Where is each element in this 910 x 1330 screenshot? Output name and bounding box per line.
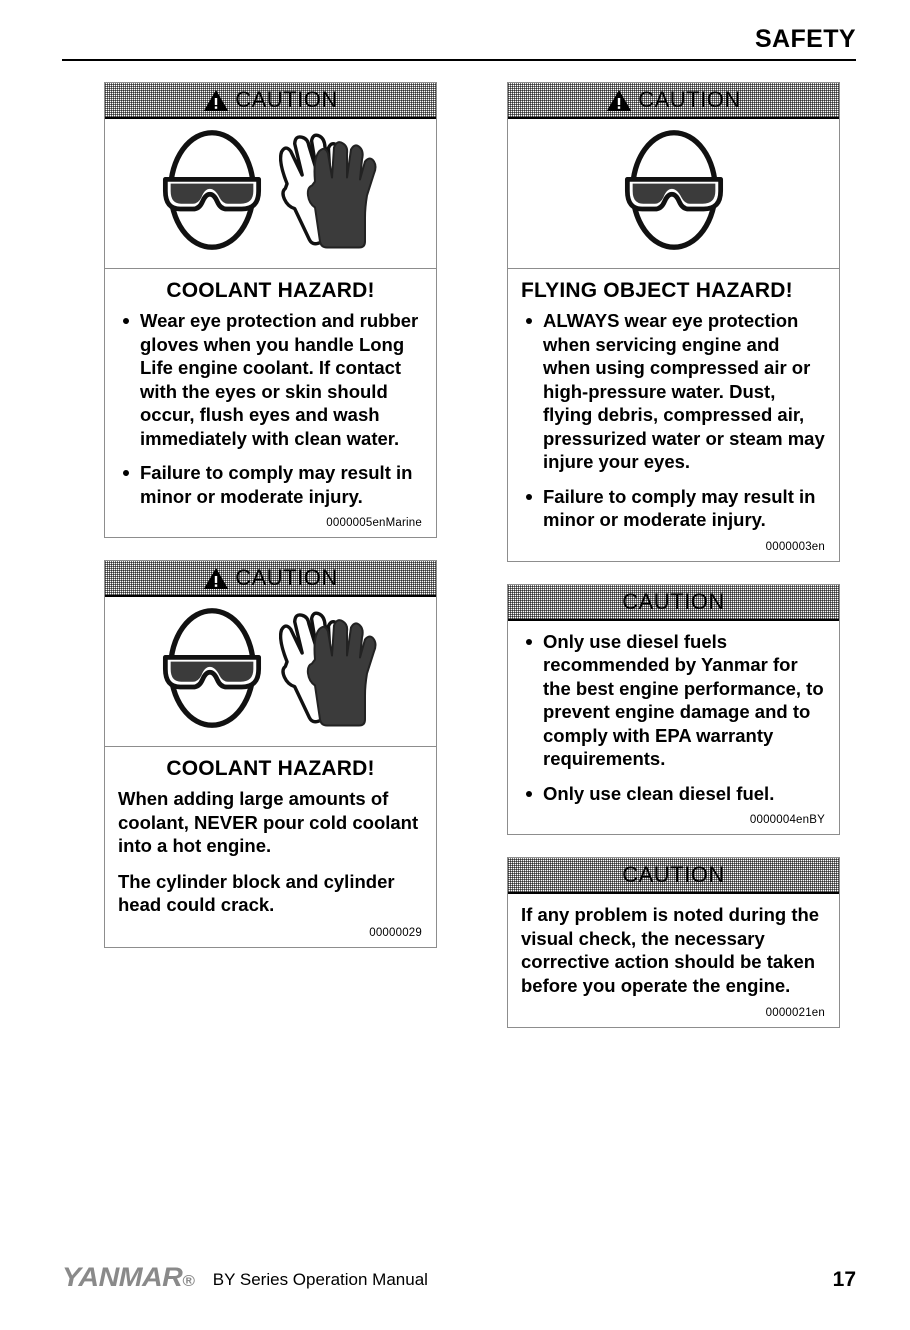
registered-mark-icon: ®: [182, 1273, 195, 1290]
caution-box-header: [508, 858, 839, 894]
page-header: [62, 24, 856, 61]
left-column: [104, 82, 437, 948]
header-divider: [62, 59, 856, 61]
hazard-title: FLYING OBJECT HAZARD!: [521, 279, 793, 302]
caution-box: [507, 584, 840, 836]
warning-triangle-icon: [606, 89, 632, 112]
caution-bullet-item: ALWAYS wear eye protection when servicing engine and when using compressed air or high-pressure water. Dust, flying debris, compressed air, pressurized water or steam may injure your eyes.: [521, 309, 826, 474]
caution-bullet-item: Wear eye protection and rubber gloves when you handle Long Life engine coolant. If contact with the eyes or skin should occur, flush eyes and wash immediately with clean water.: [118, 309, 423, 450]
yanmar-logo-text: YANMAR: [62, 1262, 183, 1292]
warning-triangle-icon: [203, 89, 229, 112]
caution-box-header: [508, 585, 839, 621]
yanmar-logo: [62, 1262, 194, 1297]
safety-goggles-head-icon: [159, 602, 265, 740]
rubber-gloves-icon: [279, 603, 383, 738]
caution-label: CAUTION: [235, 87, 338, 112]
caution-label: CAUTION: [622, 862, 725, 887]
caution-paragraph: The cylinder block and cylinder head could crack.: [118, 870, 395, 915]
hazard-title: COOLANT HAZARD!: [166, 757, 375, 780]
content-columns: [104, 82, 840, 1028]
hazard-title: COOLANT HAZARD!: [166, 279, 375, 302]
rubber-gloves-icon: [279, 125, 383, 260]
caution-bullet-item: Only use diesel fuels recommended by Yanmar for the best engine performance, to prevent engine damage and to comply with EPA warranty requirements.: [521, 630, 826, 771]
pictogram-panel: [508, 119, 839, 269]
reference-code: 0000004enBY: [749, 814, 825, 826]
caution-bullet-list: [521, 630, 826, 806]
caution-box-header: [508, 83, 839, 119]
page-title: SAFETY: [754, 25, 856, 53]
reference-code: 0000005enMarine: [326, 517, 422, 529]
caution-box: [507, 82, 840, 562]
right-column: [507, 82, 840, 1028]
caution-box-body: [105, 269, 436, 537]
page-number: 17: [832, 1267, 856, 1291]
caution-box-body: [508, 269, 839, 561]
caution-bullet-item: Failure to comply may result in minor or moderate injury.: [521, 485, 826, 532]
pictogram-panel: [105, 597, 436, 747]
caution-bullet-item: Failure to comply may result in minor or moderate injury.: [118, 461, 423, 508]
reference-code: 0000003en: [765, 540, 825, 553]
caution-box: [104, 560, 437, 948]
caution-box-body: [508, 894, 839, 1027]
safety-goggles-head-icon: [159, 124, 265, 262]
caution-box-body: [105, 747, 436, 947]
pictogram-panel: [105, 119, 436, 269]
caution-box-header: [105, 561, 436, 597]
caution-label: CAUTION: [235, 565, 338, 590]
reference-code: 00000029: [369, 926, 422, 939]
caution-bullet-list: [118, 309, 423, 508]
caution-bullet-list: [521, 309, 826, 532]
caution-box: [104, 82, 437, 538]
caution-box-body: [508, 621, 839, 835]
caution-box: [507, 857, 840, 1028]
reference-code: 0000021en: [765, 1007, 825, 1019]
caution-label: CAUTION: [638, 87, 741, 112]
caution-box-header: [105, 83, 436, 119]
caution-bullet-item: Only use clean diesel fuel.: [521, 782, 826, 806]
caution-label: CAUTION: [622, 588, 725, 614]
page-footer: [62, 1262, 856, 1297]
caution-paragraph: If any problem is noted during the visual check, the necessary corrective action should be taken before you operate the engine.: [521, 904, 820, 996]
safety-goggles-head-icon: [621, 124, 727, 262]
warning-triangle-icon: [203, 567, 229, 590]
manual-title: BY Series Operation Manual: [212, 1269, 428, 1289]
caution-paragraph: When adding large amounts of coolant, NEVER pour cold coolant into a hot engine.: [118, 788, 419, 856]
